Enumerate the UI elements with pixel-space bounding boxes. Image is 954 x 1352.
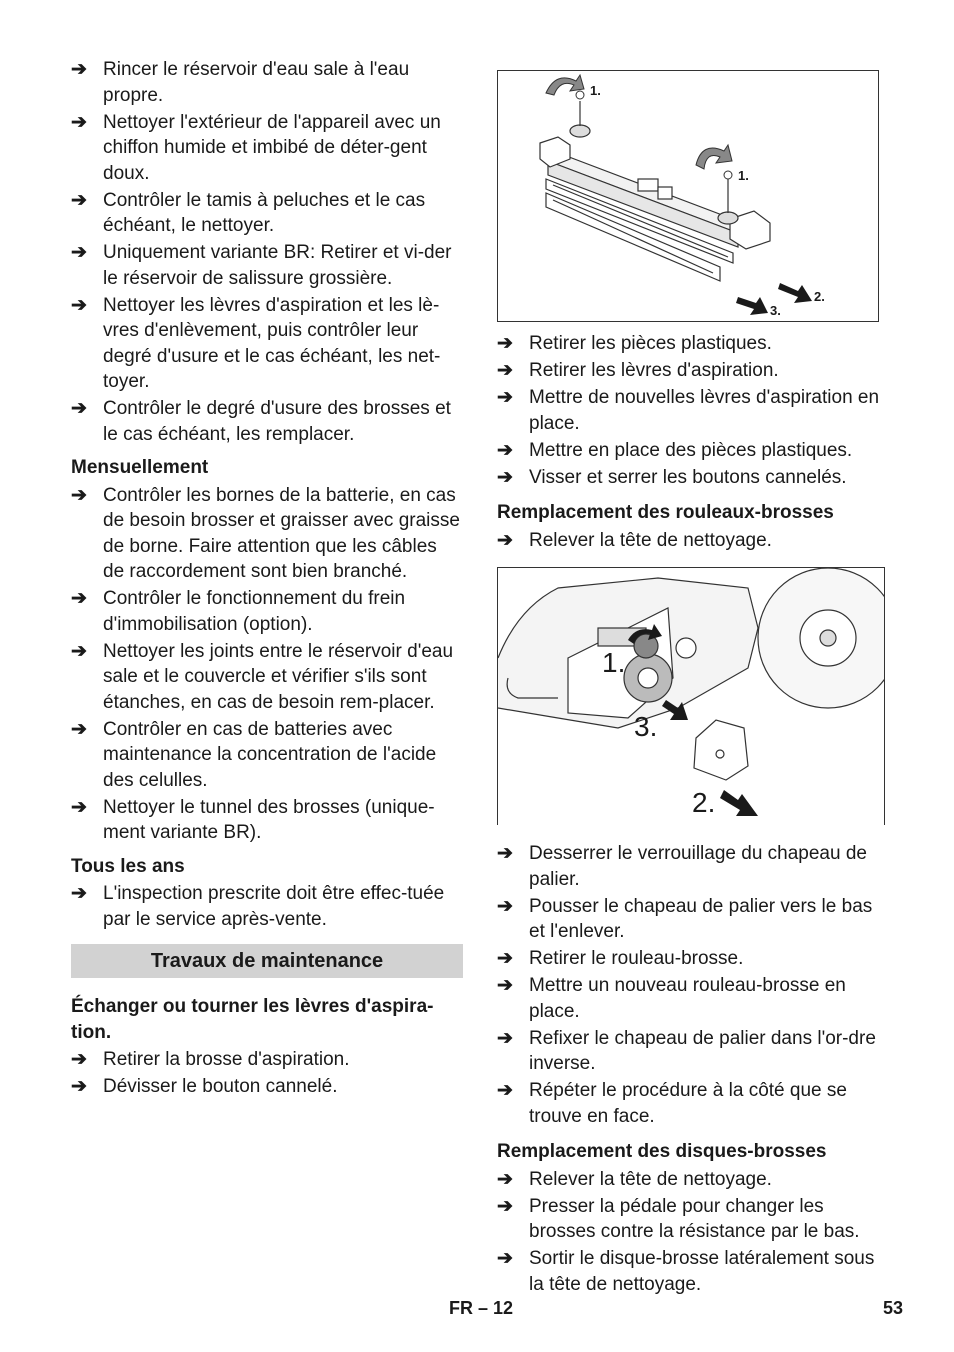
figure-suction-lips: [497, 70, 879, 322]
instruction-step: [497, 1246, 887, 1297]
step-text: Contrôler le fonctionnement du frein d'immobilisation (option).: [103, 588, 406, 635]
step-text: Mettre de nouvelles lèvres d'aspiration en place.: [529, 387, 880, 434]
instruction-step: [497, 1026, 887, 1077]
step-text: Presser la pédale pour changer les brosses contre la résistance par le bas.: [529, 1195, 860, 1242]
step-text: Visser et serrer les boutons cannelés.: [529, 466, 847, 488]
step-text: Relever la tête de nettoyage.: [529, 529, 772, 551]
instruction-step: [497, 465, 887, 491]
steps-roller-list-a: [497, 528, 887, 554]
arrow-icon: ➔: [497, 360, 513, 381]
lips-heading: Échanger ou tourner les lèvres d'aspira-tion.: [71, 996, 434, 1043]
yearly-heading: Tous les ans: [71, 855, 185, 877]
instruction-step: [497, 528, 887, 554]
step-text: Retirer le rouleau-brosse.: [529, 948, 744, 969]
arrow-icon: ➔: [497, 975, 513, 996]
arrow-icon: ➔: [71, 294, 87, 316]
steps-daily-list: [71, 57, 463, 447]
instruction-step: [497, 894, 887, 945]
step-text: Nettoyer l'extérieur de l'appareil avec un chiffon humide et imbibé de déter-gent doux.: [103, 111, 441, 184]
fig1-label-2: 2.: [814, 289, 825, 304]
arrow-icon: ➔: [497, 333, 513, 354]
arrow-icon: ➔: [71, 111, 87, 133]
instruction-step: [71, 110, 463, 187]
step-text: Nettoyer le tunnel des brosses (unique-ment variante BR).: [103, 796, 435, 843]
step-text: Uniquement variante BR: Retirer et vi-der le réservoir de salissure grossière.: [103, 242, 452, 289]
arrow-icon: ➔: [71, 59, 87, 80]
step-text: Contrôler le tamis à peluches et le cas échéant, le nettoyer.: [103, 189, 426, 236]
step-text: Mettre un nouveau rouleau-brosse en place.: [529, 975, 846, 1022]
step-text: Retirer les pièces plastiques.: [529, 333, 772, 354]
instruction-step: [71, 188, 463, 239]
step-text: Refixer le chapeau de palier dans l'or-dre inverse.: [529, 1027, 876, 1074]
step-text: Contrôler les bornes de la batterie, en cas de besoin brosser et graisser avec graisse de borne. Faire attention que les câbles de raccordement sont bien branché.: [103, 484, 460, 582]
step-text: L'inspection prescrite doit être effec-tuée par le service après-vente.: [103, 883, 445, 930]
instruction-step: [497, 1078, 887, 1129]
arrow-icon: ➔: [497, 387, 513, 408]
instruction-step: [497, 841, 887, 892]
arrow-icon: ➔: [497, 1248, 513, 1269]
arrow-icon: ➔: [71, 588, 87, 609]
instruction-step: [71, 1074, 463, 1100]
right-column: [497, 57, 887, 1299]
instruction-step: [71, 293, 463, 395]
instruction-step: [71, 795, 463, 846]
monthly-heading: Mensuellement: [71, 457, 209, 478]
step-text: Nettoyer les joints entre le réservoir d'eau sale et le couvercle et vérifier s'ils sont étanches, en cas de besoin rem-placer.: [103, 640, 454, 713]
arrow-icon: ➔: [497, 948, 513, 969]
roller-heading: Remplacement des rouleaux-brosses: [497, 502, 834, 523]
arrow-icon: ➔: [71, 189, 87, 211]
instruction-step: [497, 385, 887, 436]
arrow-icon: ➔: [71, 883, 87, 904]
step-text: Contrôler le degré d'usure des brosses et le cas échéant, les remplacer.: [103, 398, 451, 445]
arrow-icon: ➔: [497, 1080, 513, 1101]
arrow-icon: ➔: [71, 718, 87, 740]
left-column: [71, 57, 463, 1101]
instruction-step: [71, 717, 463, 794]
instruction-step: [497, 946, 887, 972]
steps-yearly-list: [71, 881, 463, 932]
footer-language: [449, 1296, 513, 1322]
figure-roller-brush: [497, 567, 885, 825]
instruction-step: [71, 881, 463, 932]
arrow-icon: ➔: [71, 640, 87, 662]
step-text: Mettre en place des pièces plastiques.: [529, 439, 853, 461]
fig1-label-3: 3.: [770, 303, 781, 318]
instruction-step: [497, 438, 887, 464]
step-text: Retirer la brosse d'aspiration.: [103, 1049, 350, 1070]
arrow-icon: ➔: [71, 1076, 87, 1097]
arrow-icon: ➔: [497, 439, 513, 461]
arrow-icon: ➔: [497, 1195, 513, 1217]
section-heading-maintenance: Travaux de maintenance: [71, 944, 463, 978]
arrow-icon: ➔: [497, 1027, 513, 1049]
footer-page-ref: – 12: [478, 1298, 514, 1318]
suction-lip-illustration: [498, 71, 878, 321]
arrow-icon: ➔: [71, 796, 87, 818]
fig2-label-3: 3.: [634, 711, 658, 742]
step-text: Sortir le disque-brosse latéralement sous la tête de nettoyage.: [529, 1248, 875, 1295]
footer-lang-code: FR: [449, 1298, 473, 1318]
arrow-icon: ➔: [497, 895, 513, 917]
step-text: Contrôler en cas de batteries avec maintenance la concentration de l'acide des celulles.: [103, 718, 437, 791]
arrow-icon: ➔: [497, 843, 513, 864]
instruction-step: [71, 639, 463, 716]
step-text: Pousser le chapeau de palier vers le bas et l'enlever.: [529, 895, 873, 942]
fig2-label-2: 2.: [692, 787, 716, 818]
step-text: Rincer le réservoir d'eau sale à l'eau propre.: [103, 59, 410, 106]
steps-disc-list: [497, 1167, 887, 1298]
arrow-icon: ➔: [497, 529, 513, 551]
arrow-icon: ➔: [71, 484, 87, 506]
instruction-step: [497, 1167, 887, 1193]
instruction-step: [71, 396, 463, 447]
instruction-step: [71, 586, 463, 637]
steps-monthly-list: [71, 483, 463, 846]
step-text: Dévisser le bouton cannelé.: [103, 1076, 338, 1097]
fig1-label-1a: 1.: [590, 83, 601, 98]
arrow-icon: ➔: [71, 242, 87, 263]
instruction-step: [71, 57, 463, 108]
step-text: Nettoyer les lèvres d'aspiration et les lè-vres d'enlèvement, puis contrôler leur degré d'usure et le cas échéant, les net-toyer.: [103, 294, 441, 392]
arrow-icon: ➔: [497, 1168, 513, 1190]
steps-lips-list: [71, 1047, 463, 1100]
disc-heading: Remplacement des disques-brosses: [497, 1141, 827, 1162]
arrow-icon: ➔: [497, 466, 513, 488]
instruction-step: [497, 358, 887, 384]
fig1-label-1b: 1.: [738, 168, 749, 183]
step-text: Desserrer le verrouillage du chapeau de palier.: [529, 843, 867, 890]
steps-lips-list-2: [497, 331, 887, 490]
instruction-step: [497, 331, 887, 357]
step-text: Répéter le procédure à la côté que se trouve en face.: [529, 1080, 847, 1127]
step-text: Relever la tête de nettoyage.: [529, 1168, 772, 1190]
arrow-icon: ➔: [71, 1049, 87, 1070]
steps-roller-list-b: [497, 841, 887, 1129]
instruction-step: [497, 973, 887, 1024]
instruction-step: [71, 483, 463, 585]
instruction-step: [71, 240, 463, 291]
instruction-step: [71, 1047, 463, 1073]
footer-page-number: 53: [883, 1298, 904, 1318]
fig2-label-1: 1.: [602, 647, 626, 678]
instruction-step: [497, 1194, 887, 1245]
roller-brush-illustration: [498, 568, 884, 826]
arrow-icon: ➔: [71, 398, 87, 419]
step-text: Retirer les lèvres d'aspiration.: [529, 360, 779, 381]
